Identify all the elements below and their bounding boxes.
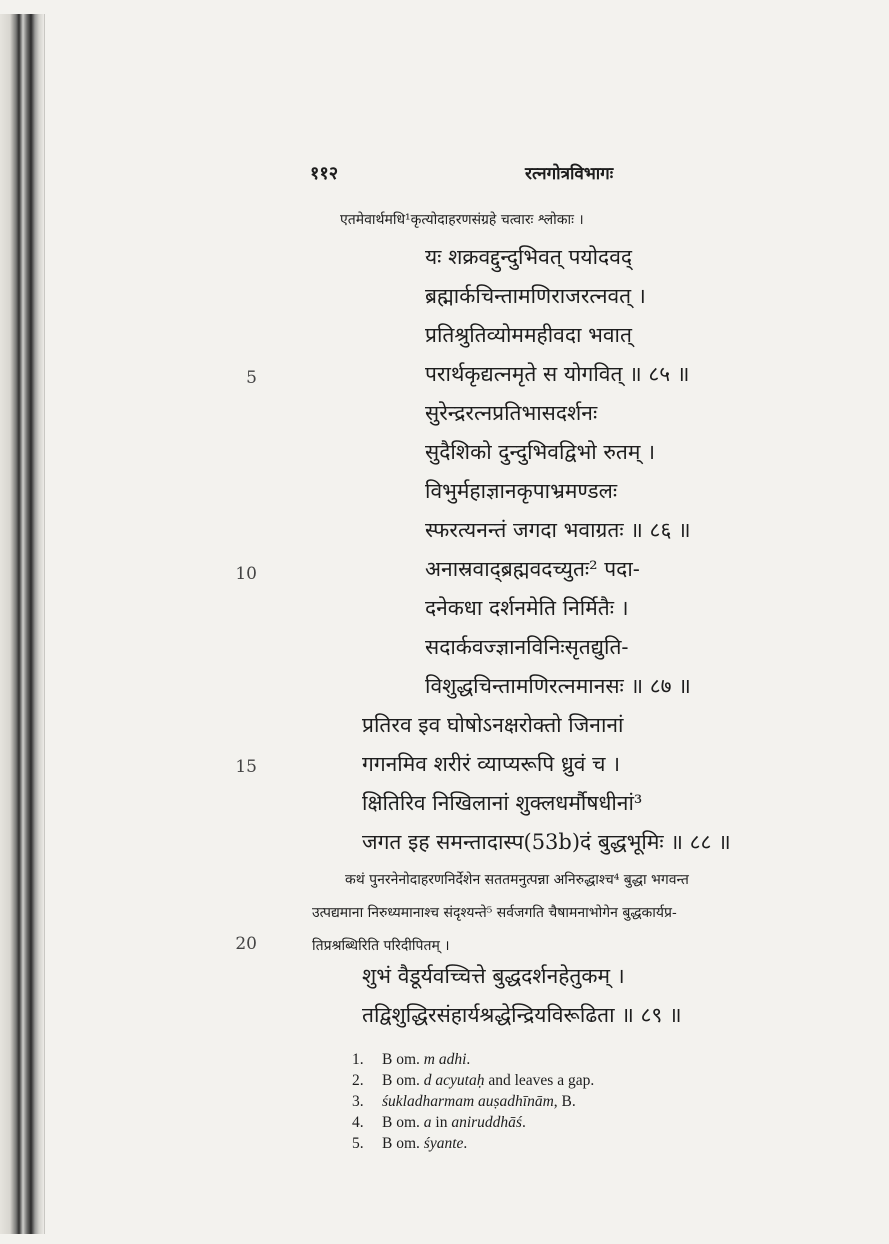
prose-line: कथं पुनरनेनोदाहरणनिर्देशेन सततमनुत्पन्ना अनिरुद्धाश्च⁴ बुद्धा भगवन्त — [345, 872, 689, 888]
verse-line: जगत इह समन्तादास्प(53b)दं बुद्धभूमिः ॥ ८८ ॥ — [362, 830, 731, 854]
footnote-italic: śukladharmam auṣadhīnām — [382, 1093, 554, 1110]
verse-line: विशुद्धचिन्तामणिरत्नमानसः ॥ ८७ ॥ — [425, 674, 691, 698]
running-header: रत्नगोत्रविभागः — [525, 164, 614, 184]
footnote — [352, 1093, 576, 1111]
verse-line: क्षितिरिव निखिलानां शुक्लधर्मौषधीनां³ — [362, 791, 643, 815]
verse-line: ब्रह्मार्कचिन्तामणिराजरत्नवत् । — [425, 284, 646, 308]
verse-line: स्फरत्यनन्तं जगदा भवाग्रतः ॥ ८६ ॥ — [425, 518, 691, 542]
verse-line: यः शक्रवद्दुन्दुभिवत् पयोदवद् — [425, 245, 633, 269]
page-edge — [44, 14, 45, 1234]
line-number: 5 — [246, 368, 257, 388]
verse-line: सदार्कवज्ज्ञानविनिःसृतद्युति- — [425, 635, 629, 659]
footnote-text: . — [463, 1135, 468, 1152]
verse-line: विभुर्महाज्ञानकृपाभ्रमण्डलः — [425, 479, 618, 503]
verse-line: गगनमिव शरीरं व्याप्यरूपि ध्रुवं च । — [362, 752, 621, 776]
verse-line: प्रतिश्रुतिव्योममहीवदा भवात् — [425, 323, 632, 347]
verse-line: सुरेन्द्ररत्नप्रतिभासदर्शनः — [425, 401, 598, 425]
footnote-italic: śyante — [423, 1135, 464, 1152]
verse-line: तद्विशुद्धिरसंहार्यश्रद्धेन्द्रियविरूढिता ॥ ८९ ॥ — [362, 1003, 682, 1027]
footnote-text: and leaves a gap. — [484, 1072, 595, 1089]
footnote-text: in — [431, 1114, 452, 1131]
footnote — [352, 1072, 594, 1090]
footnote-text: B om. — [382, 1135, 424, 1152]
footnote-italic: aniruddhāś — [451, 1114, 522, 1131]
footnote-number: 5. — [352, 1135, 364, 1152]
footnote-text: B om. — [382, 1072, 424, 1089]
prose-line: तिप्रश्रब्धिरिति परिदीपितम् । — [312, 938, 450, 954]
verse-line: अनास्रवाद्ब्रह्मवदच्युतः² पदा- — [425, 557, 640, 581]
footnote-text: B om. — [382, 1114, 424, 1131]
footnote-number: 1. — [352, 1051, 364, 1068]
verse-line: शुभं वैडूर्यवच्चित्ते बुद्धदर्शनहेतुकम् । — [362, 964, 625, 988]
book-spine — [0, 14, 44, 1234]
footnote-number: 2. — [352, 1072, 364, 1089]
line-number: 10 — [235, 564, 257, 584]
footnote — [352, 1135, 467, 1153]
page-number: ११२ — [310, 163, 339, 184]
verse-line: दनेकधा दर्शनमेति निर्मितैः । — [425, 596, 629, 620]
footnote-italic: d acyutaḥ — [423, 1072, 485, 1089]
verse-line: सुदैशिको दुन्दुभिवद्विभो रुतम् । — [425, 440, 656, 464]
intro-line: एतमेवार्थमधि¹कृत्योदाहरणसंग्रहे चत्वारः श्लोकाः । — [340, 212, 584, 228]
footnote-italic: a — [423, 1114, 432, 1131]
verse-line: परार्थकृद्यत्नमृते स योगवित् ॥ ८५ ॥ — [425, 362, 690, 386]
footnote — [352, 1051, 470, 1069]
line-number: 15 — [235, 757, 257, 777]
footnote-text: . — [466, 1051, 471, 1068]
footnote-text: B om. — [382, 1051, 424, 1068]
footnote-text: , B. — [553, 1093, 576, 1110]
prose-line: उत्पद्यमाना निरुध्यमानाश्च संदृश्यन्ते⁵ सर्वजगति चैषामनाभोगेन बुद्धकार्यप्र- — [312, 905, 677, 921]
footnote-italic: m adhi — [423, 1051, 467, 1068]
footnote-number: 3. — [352, 1093, 364, 1110]
line-number: 20 — [235, 934, 257, 954]
verse-line: प्रतिरव इव घोषोऽनक्षरोक्तो जिनानां — [362, 713, 624, 737]
footnote — [352, 1114, 526, 1132]
footnote-number: 4. — [352, 1114, 364, 1131]
footnote-text: . — [521, 1114, 526, 1131]
